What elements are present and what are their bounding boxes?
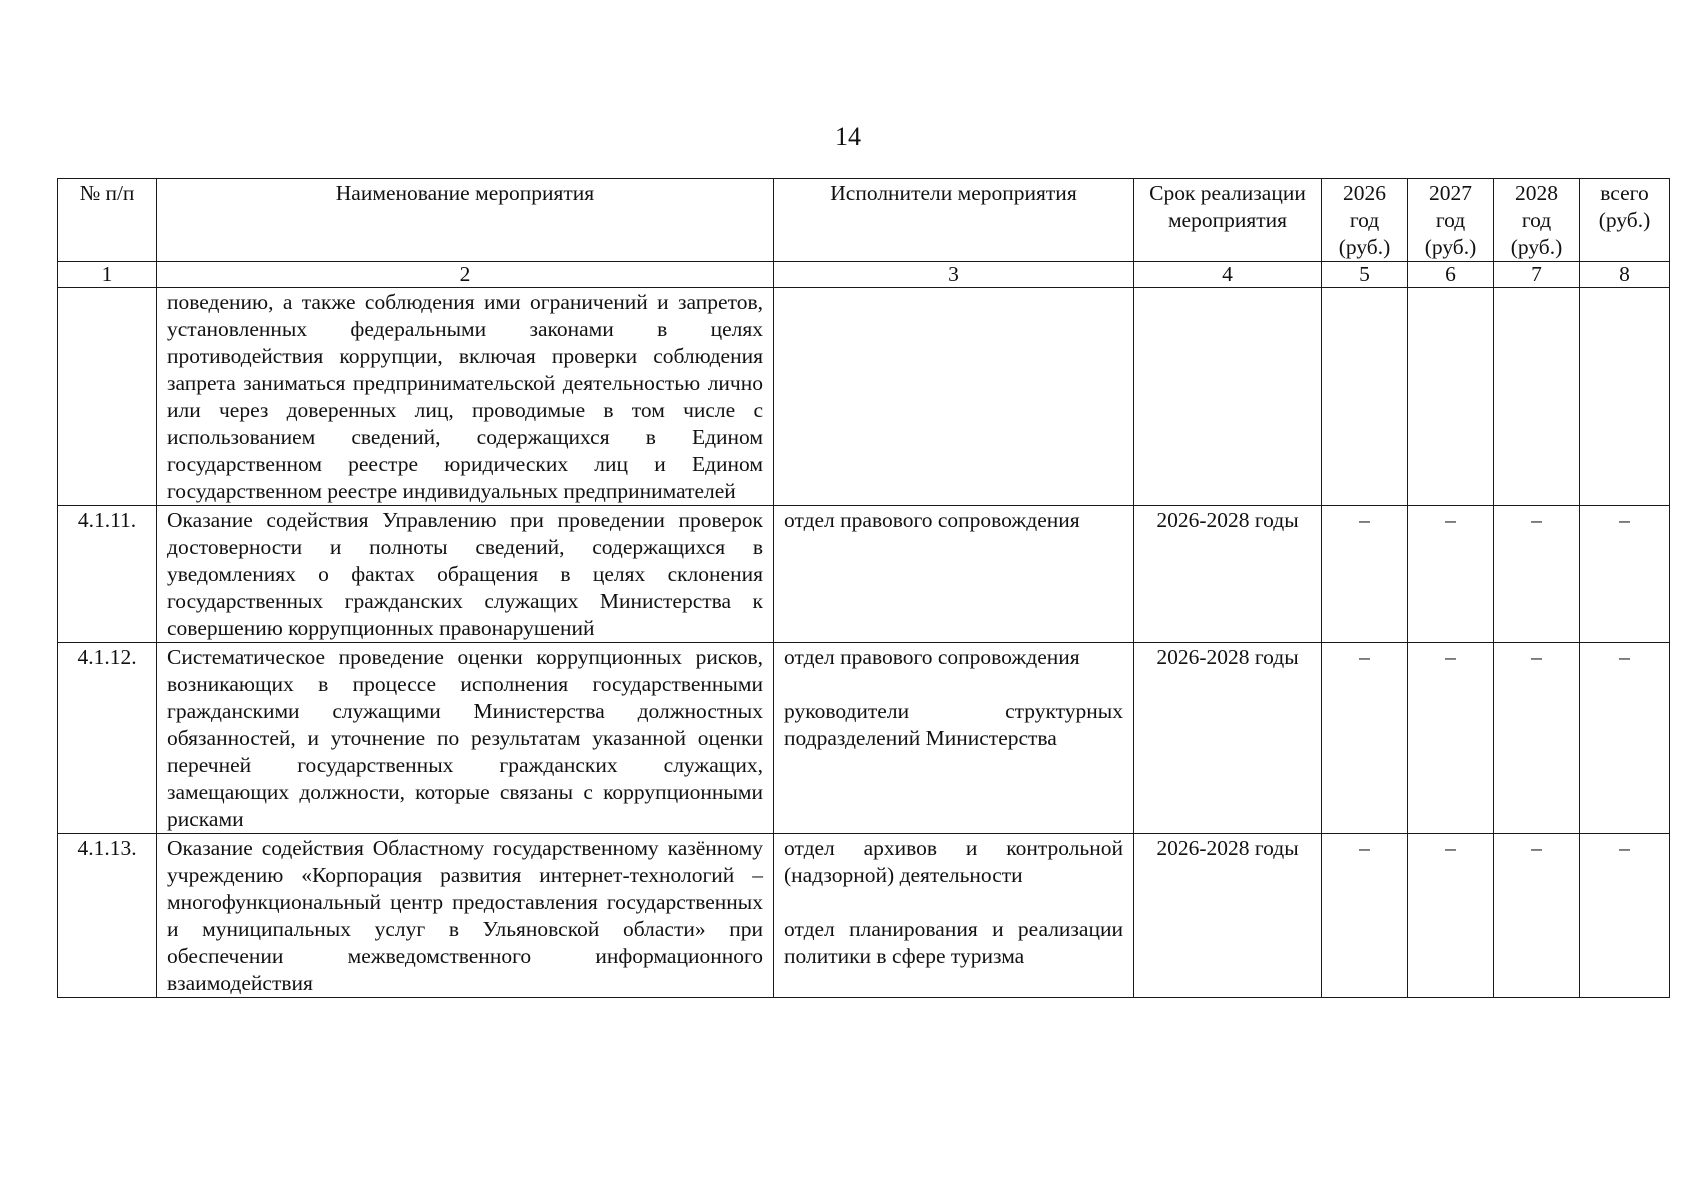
row-2027: –	[1408, 834, 1494, 998]
table-row	[58, 506, 1670, 643]
row-executors	[774, 506, 1134, 643]
table-row	[58, 643, 1670, 834]
column-number-row	[58, 262, 1670, 288]
header-executors: Исполнители мероприятия	[774, 179, 1134, 262]
header-total: всего (руб.)	[1580, 179, 1670, 262]
column-number: 8	[1580, 262, 1670, 288]
header-2028: 2028 год (руб.)	[1494, 179, 1580, 262]
row-name: Систематическое проведение оценки коррупционных рисков, возникающих в процессе исполнения государственными гражданскими служащими Министерства должностных обязанностей, и уточнение по результатам указанной оценки перечней государственных гражданских служащих, замещающих должности, которые связаны с коррупционными рисками	[157, 643, 774, 834]
row-executors	[774, 643, 1134, 834]
table-row	[58, 834, 1670, 998]
row-executors	[774, 834, 1134, 998]
row-2028	[1494, 288, 1580, 506]
row-term: 2026-2028 годы	[1134, 643, 1322, 834]
column-number: 1	[58, 262, 157, 288]
column-number: 3	[774, 262, 1134, 288]
column-number: 2	[157, 262, 774, 288]
row-index: 4.1.13.	[58, 834, 157, 998]
column-number: 5	[1322, 262, 1408, 288]
executor: отдел правового сопровождения	[784, 645, 1080, 669]
row-total	[1580, 288, 1670, 506]
row-2026: –	[1322, 506, 1408, 643]
row-index	[58, 288, 157, 506]
row-executors	[774, 288, 1134, 506]
table-row	[58, 288, 1670, 506]
row-total: –	[1580, 643, 1670, 834]
row-term: 2026-2028 годы	[1134, 834, 1322, 998]
row-term	[1134, 288, 1322, 506]
row-2027: –	[1408, 506, 1494, 643]
header-term: Срок реализации мероприятия	[1134, 179, 1322, 262]
executor: отдел планирования и реализации политики в сфере туризма	[784, 917, 1123, 968]
column-number: 4	[1134, 262, 1322, 288]
row-total: –	[1580, 834, 1670, 998]
row-name: Оказание содействия Областному государственному казённому учреждению «Корпорация развития интернет-технологий – многофункциональный центр предоставления государственных и муниципальных услуг в Ульяновской области» при обеспечении межведомственного информационного взаимодействия	[157, 834, 774, 998]
column-number: 6	[1408, 262, 1494, 288]
row-total: –	[1580, 506, 1670, 643]
executor: отдел архивов и контрольной (надзорной) деятельности	[784, 836, 1123, 887]
header-name: Наименование мероприятия	[157, 179, 774, 262]
page-number: 14	[835, 122, 861, 151]
executor: отдел правового сопровождения	[784, 508, 1080, 532]
row-2026: –	[1322, 643, 1408, 834]
activities-table	[57, 178, 1670, 998]
row-index: 4.1.12.	[58, 643, 157, 834]
row-2028: –	[1494, 643, 1580, 834]
row-name: Оказание содействия Управлению при проведении проверок достоверности и полноты сведений, содержащихся в уведомлениях о фактах обращения в целях склонения государственных гражданских служащих Министерства к совершению коррупционных правонарушений	[157, 506, 774, 643]
header-2027: 2027 год (руб.)	[1408, 179, 1494, 262]
row-2028: –	[1494, 834, 1580, 998]
row-index: 4.1.11.	[58, 506, 157, 643]
executor: руководители структурных подразделений Министерства	[784, 699, 1123, 750]
row-2026	[1322, 288, 1408, 506]
row-2028: –	[1494, 506, 1580, 643]
row-2027: –	[1408, 643, 1494, 834]
row-term: 2026-2028 годы	[1134, 506, 1322, 643]
row-2027	[1408, 288, 1494, 506]
header-row	[58, 179, 1670, 262]
column-number: 7	[1494, 262, 1580, 288]
header-index: № п/п	[58, 179, 157, 262]
header-2026: 2026 год (руб.)	[1322, 179, 1408, 262]
row-2026: –	[1322, 834, 1408, 998]
row-name: поведению, а также соблюдения ими ограничений и запретов, установленных федеральными законами в целях противодействия коррупции, включая проверки соблюдения запрета заниматься предпринимательской деятельностью лично или через доверенных лиц, проводимые в том числе с использованием сведений, содержащихся в Едином государственном реестре юридических лиц и Едином государственном реестре индивидуальных предпринимателей	[157, 288, 774, 506]
